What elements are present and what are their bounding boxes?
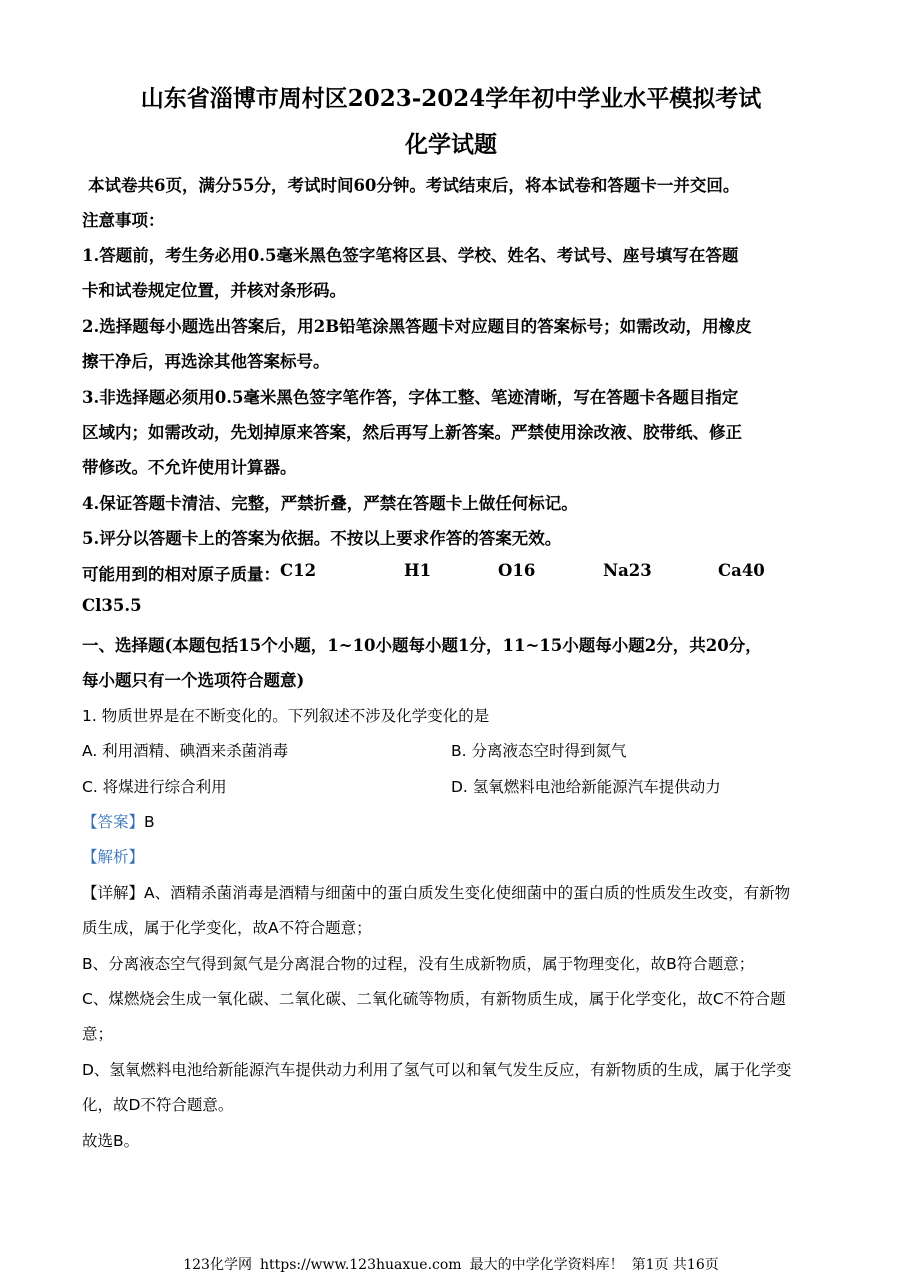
atomic-mass-item: C12 (280, 561, 317, 580)
detail-line (82, 881, 832, 903)
detail-text: A、酒精杀菌消毒是酒精与细菌中的蛋白质发生变化使细菌中的蛋白质的性质发生改变，有新物 (144, 884, 791, 902)
option-c: C. 将煤进行综合利用 (82, 778, 227, 796)
answer-line (82, 810, 832, 832)
section-heading: 一、选择题(本题包括15个小题，1~10小题每小题1分，11~15小题每小题2分，共20分， (82, 636, 762, 655)
page-subtitle: 化学试题 (405, 131, 497, 158)
section-heading-cont: 每小题只有一个选项符合题意) (82, 671, 305, 690)
notice-line: 卡和试卷规定位置，并核对条形码。 (82, 281, 346, 300)
footer-site: 123化学网 (183, 1257, 252, 1273)
atomic-mass-item: Na23 (603, 561, 652, 580)
atomic-mass-item: Cl35.5 (82, 596, 142, 615)
detail-line: 化，故D不符合题意。 (82, 1096, 234, 1114)
notice-line: 1.答题前，考生务必用0.5毫米黑色签字笔将区县、学校、姓名、考试号、座号填写在答题 (82, 246, 739, 265)
atomic-mass-row (82, 561, 832, 583)
detail-line: C、煤燃烧会生成一氧化碳、二氧化碳、二氧化硫等物质，有新物质生成，属于化学变化，故C不符合题 (82, 990, 786, 1008)
footer-url[interactable]: https://www.123huaxue.com (259, 1257, 462, 1273)
notice-heading: 注意事项： (82, 211, 165, 230)
page-footer (0, 1254, 902, 1274)
notice-line: 擦干净后，再选涂其他答案标号。 (82, 352, 330, 371)
analysis-label: 【解析】 (82, 848, 145, 866)
atomic-mass-item: O16 (498, 561, 536, 580)
detail-label: 【详解】 (82, 884, 145, 902)
atomic-mass-item: Ca40 (718, 561, 765, 580)
option-d: D. 氢氧燃料电池给新能源汽车提供动力 (451, 778, 721, 796)
footer-slogan: 最大的中学化学资料库！ (469, 1257, 624, 1273)
notice-line: 5.评分以答题卡上的答案为依据。不按以上要求作答的答案无效。 (82, 529, 562, 548)
intro-text: 本试卷共6页，满分55分，考试时间60分钟。考试结束后，将本试卷和答题卡一并交回。 (88, 176, 740, 195)
question-stem: 1. 物质世界是在不断变化的。下列叙述不涉及化学变化的是 (82, 707, 490, 725)
option-a: A. 利用酒精、碘酒来杀菌消毒 (82, 742, 289, 760)
answer-value: B (144, 813, 155, 831)
option-b: B. 分离液态空时得到氮气 (451, 742, 627, 760)
analysis-line (82, 845, 832, 867)
detail-line: 质生成，属于化学变化，故A不符合题意； (82, 919, 372, 937)
detail-line: 意； (82, 1025, 114, 1043)
answer-label: 【答案】 (82, 813, 145, 831)
detail-line: B、分离液态空气得到氮气是分离混合物的过程，没有生成新物质，属于物理变化，故B符合题意； (82, 955, 755, 973)
notice-line: 4.保证答题卡清洁、完整，严禁折叠，严禁在答题卡上做任何标记。 (82, 494, 578, 513)
page-title: 山东省淄博市周村区2023-2024学年初中学业水平模拟考试 (140, 85, 762, 112)
detail-line: 故选B。 (82, 1132, 140, 1150)
detail-line: D、氢氧燃料电池给新能源汽车提供动力利用了氢气可以和氧气发生反应，有新物质的生成，属于化学变 (82, 1061, 792, 1079)
notice-line: 带修改。不允许使用计算器。 (82, 458, 297, 477)
footer-page-number: 第1页 共16页 (631, 1257, 719, 1273)
notice-line: 3.非选择题必须用0.5毫米黑色签字笔作答，字体工整、笔迹清晰，写在答题卡各题目指定 (82, 388, 739, 407)
atomic-mass-item: H1 (404, 561, 432, 580)
atomic-mass-label: 可能用到的相对原子质量： (82, 565, 280, 584)
notice-line: 区域内；如需改动，先划掉原来答案，然后再写上新答案。严禁使用涂改液、胶带纸、修正 (82, 423, 742, 442)
notice-line: 2.选择题每小题选出答案后，用2B铅笔涂黑答题卡对应题目的答案标号；如需改动，用橡皮 (82, 317, 752, 336)
